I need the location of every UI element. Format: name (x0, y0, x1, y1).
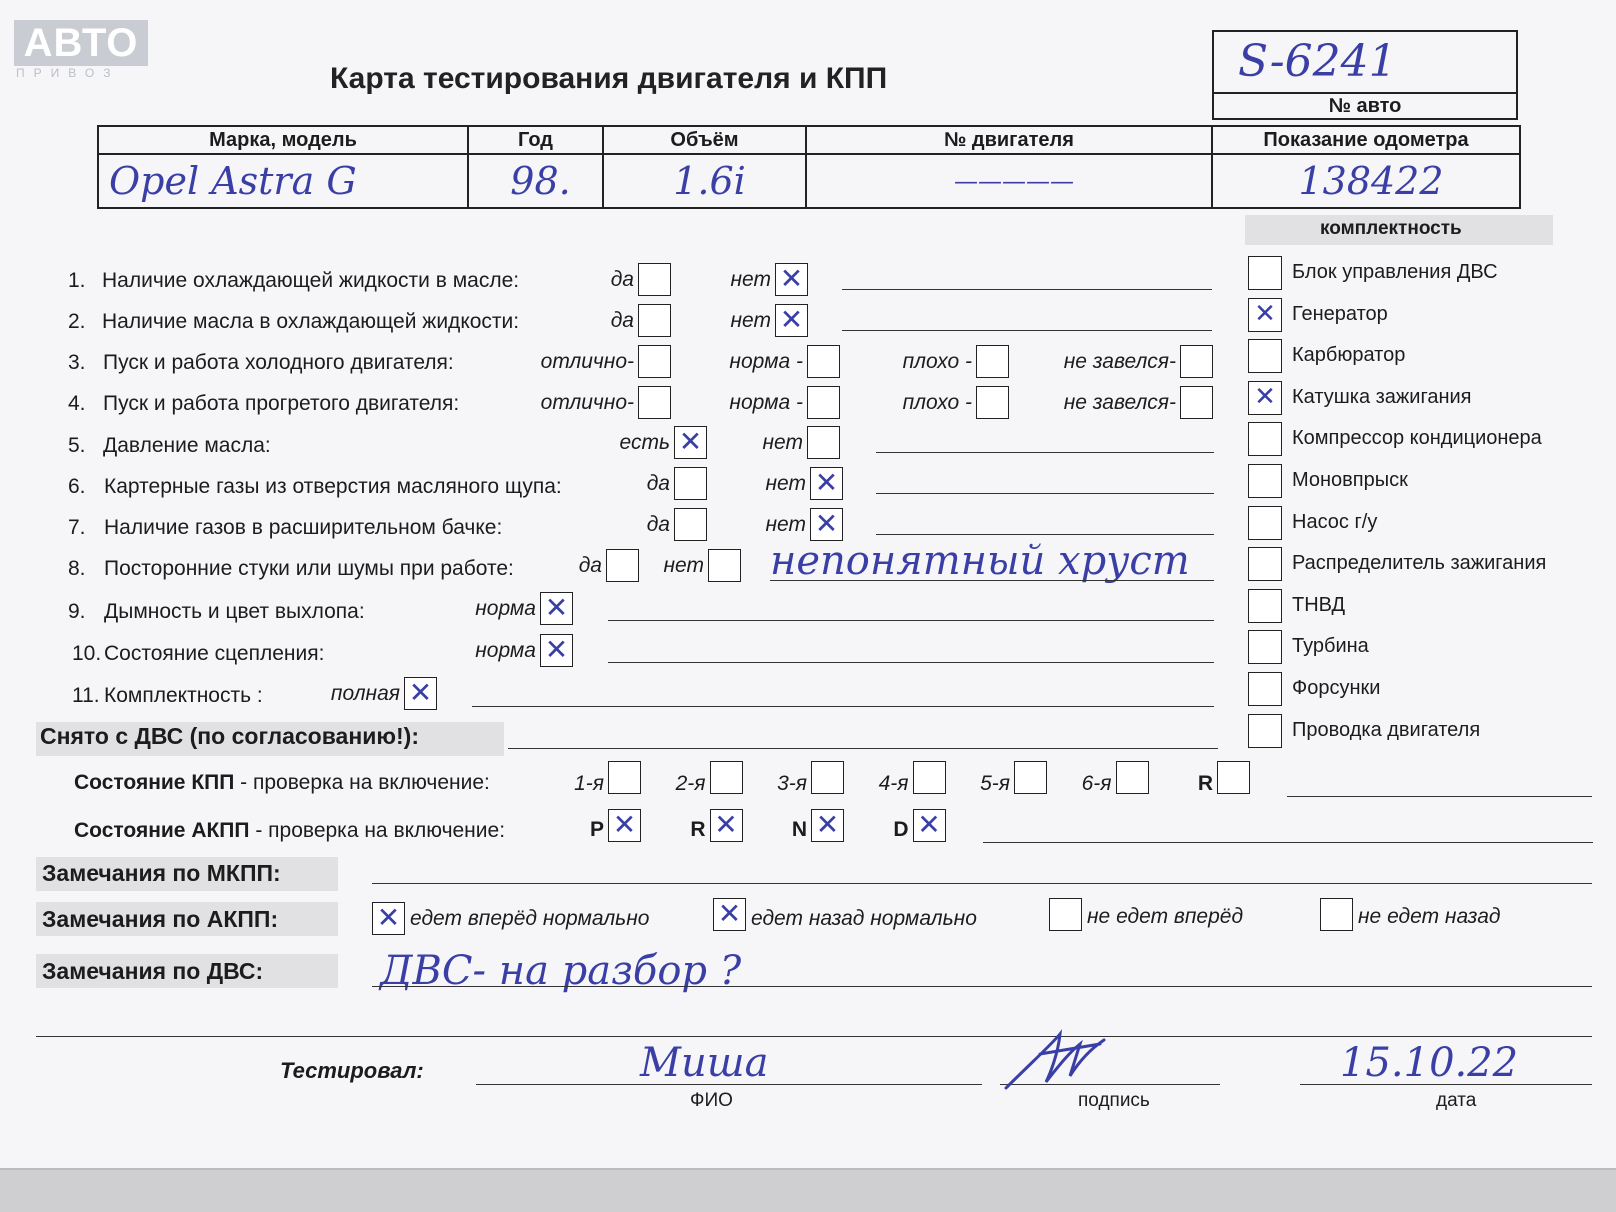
brand-logo: АВТО (14, 20, 148, 66)
option-checkbox[interactable]: ✕ (540, 634, 573, 667)
option-label: норма (475, 639, 536, 662)
remarks-dvs-line (372, 986, 1592, 987)
option-checkbox[interactable] (1180, 345, 1213, 378)
option-checkbox[interactable] (638, 345, 671, 378)
remarks-akpp-label: Замечания по АКПП: (42, 906, 279, 932)
kompl-checkbox[interactable] (1248, 339, 1282, 373)
kompl-checkbox[interactable] (1248, 422, 1282, 456)
date-value: 15.10.22 (1340, 1040, 1519, 1086)
kpp-gear-checkbox[interactable] (1014, 761, 1047, 794)
option-checkbox[interactable]: ✕ (540, 592, 573, 625)
kpp-label (74, 771, 490, 795)
option-label: нет (663, 554, 704, 577)
signature-image (1000, 1024, 1110, 1094)
akpp-gear-checkbox[interactable]: ✕ (913, 809, 946, 842)
kompl-label: Карбюратор (1292, 344, 1406, 367)
kompl-label: Компрессор кондиционера (1292, 427, 1542, 450)
option-label: нет (762, 431, 803, 454)
kpp-gear-label: 5-я (980, 772, 1010, 795)
answer-line (842, 289, 1212, 290)
option-label: да (610, 309, 634, 332)
item-number: 3. (68, 351, 86, 374)
kompl-label: Турбина (1292, 635, 1369, 658)
option-label: есть (619, 431, 670, 454)
option-checkbox[interactable] (708, 549, 741, 582)
item-number: 8. (68, 557, 86, 580)
option-checkbox[interactable] (976, 386, 1009, 419)
kpp-gear-checkbox[interactable] (608, 761, 641, 794)
option-checkbox[interactable]: ✕ (775, 263, 808, 296)
answer-line (770, 580, 1214, 581)
option-label: отлично- (540, 350, 634, 373)
remarks-mkpp-label: Замечания по МКПП: (42, 860, 281, 886)
item-label: Наличие масла в охлаждающей жидкости: (102, 310, 520, 333)
vehicle-info-table (97, 125, 1521, 209)
option-label: норма (475, 597, 536, 620)
akpp-no-back-label: не едет назад (1358, 905, 1501, 928)
akpp-forward-ok-label: едет вперёд нормально (410, 907, 650, 930)
option-label: норма - (729, 391, 803, 414)
kpp-gear-checkbox[interactable] (1217, 761, 1250, 794)
akpp-gear-checkbox[interactable]: ✕ (608, 809, 641, 842)
kompl-checkbox[interactable] (1248, 506, 1282, 540)
item-label: Картерные газы из отверстия масляного щупа: (104, 475, 562, 498)
option-checkbox[interactable]: ✕ (674, 426, 707, 459)
option-label: не завелся- (1063, 350, 1176, 373)
volume-value: 1.6i (603, 154, 806, 208)
kompl-label: Моновпрыск (1292, 469, 1408, 491)
item-label: Давление масла: (103, 434, 271, 457)
engine-number-value: ————— (806, 154, 1212, 208)
kompl-label: Генератор (1292, 302, 1388, 325)
remarks-extra-line (36, 1036, 1592, 1037)
option-label: да (578, 554, 602, 577)
option-checkbox[interactable]: ✕ (810, 508, 843, 541)
odometer-value: 138422 (1212, 154, 1520, 208)
option-label: плохо - (902, 391, 972, 414)
date-caption: дата (1436, 1090, 1477, 1111)
option-label: нет (765, 472, 806, 495)
kpp-gear-checkbox[interactable] (1116, 761, 1149, 794)
akpp-gear-checkbox[interactable]: ✕ (811, 809, 844, 842)
answer-line (876, 452, 1214, 453)
akpp-no-forward-label: не едет вперёд (1087, 905, 1244, 928)
remarks-dvs-note: ДВС- на разбор ? (380, 948, 742, 994)
option-label: полная (330, 682, 400, 705)
kompl-checkbox[interactable]: ✕ (1248, 298, 1282, 332)
option-label: не завелся- (1063, 391, 1176, 414)
kompl-label: Блок управления ДВС (1292, 261, 1498, 283)
akpp-label (74, 819, 505, 843)
year-value: 98. (468, 154, 603, 208)
option-checkbox[interactable] (606, 549, 639, 582)
kompl-title: комплектность (1320, 218, 1462, 239)
akpp-back-ok-checkbox[interactable]: ✕ (713, 898, 746, 931)
kpp-gear-label: 2-я (675, 772, 706, 795)
kpp-line (1287, 796, 1592, 797)
kompl-checkbox[interactable]: ✕ (1248, 381, 1282, 415)
item-number: 2. (68, 310, 86, 333)
kpp-gear-label: 1-я (574, 772, 604, 795)
kpp-gear-checkbox[interactable] (811, 761, 844, 794)
option-checkbox[interactable] (638, 386, 671, 419)
col-engine-number: № двигателя (806, 126, 1212, 154)
option-label: да (646, 513, 670, 536)
col-odometer: Показание одометра (1212, 126, 1520, 154)
kompl-label: Насос г/у (1292, 510, 1378, 533)
kpp-gear-label: 4-я (878, 772, 909, 795)
akpp-label-bold: Состояние АКПП (74, 819, 250, 842)
kpp-gear-label: R (1197, 772, 1213, 795)
akpp-no-back-checkbox[interactable] (1320, 898, 1353, 931)
item-number: 10. (72, 642, 102, 665)
option-checkbox[interactable] (674, 467, 707, 500)
option-label: нет (730, 309, 771, 332)
option-checkbox[interactable] (638, 304, 671, 337)
answer-line (608, 620, 1214, 621)
kpp-label-bold: Состояние КПП (74, 771, 235, 794)
kpp-label-rest: - проверка на включение: (234, 771, 490, 794)
kpp-gear-label: 6-я (1081, 772, 1112, 795)
item-number: 6. (68, 475, 86, 498)
option-checkbox[interactable]: ✕ (404, 677, 437, 710)
item-label: Комплектность : (104, 684, 263, 707)
answer-line (876, 534, 1214, 535)
item-number: 1. (68, 269, 86, 292)
option-label: плохо - (902, 350, 972, 373)
option-checkbox[interactable]: ✕ (810, 467, 843, 500)
kpp-gear-label: 3-я (777, 772, 807, 795)
kompl-label: Форсунки (1292, 677, 1381, 699)
auto-number-divider (1212, 92, 1518, 94)
option-checkbox[interactable] (807, 426, 840, 459)
kpp-gear-checkbox[interactable] (913, 761, 946, 794)
option-label: нет (730, 268, 771, 291)
fio-caption: ФИО (690, 1090, 733, 1111)
answer-line (608, 662, 1214, 663)
option-label: нет (765, 513, 806, 536)
akpp-back-ok-label: едет назад нормально (751, 907, 977, 930)
auto-number-value: S-6241 (1238, 36, 1397, 87)
item-number: 4. (68, 392, 86, 415)
option-checkbox[interactable]: ✕ (775, 304, 808, 337)
snyato-label: Снято с ДВС (по согласованию!): (40, 723, 419, 749)
akpp-label-rest: - проверка на включение: (249, 819, 506, 842)
kompl-checkbox[interactable] (1248, 464, 1282, 498)
item8-note: непонятный хруст (770, 538, 1190, 584)
remarks-dvs-label: Замечания по ДВС: (42, 958, 264, 984)
remarks-mkpp-line (372, 883, 1592, 884)
kompl-checkbox[interactable] (1248, 256, 1282, 290)
tested-label: Тестировал: (280, 1058, 424, 1083)
option-checkbox[interactable] (674, 508, 707, 541)
option-checkbox[interactable] (638, 263, 671, 296)
akpp-gear-label: P (589, 818, 604, 841)
akpp-gear-label: N (791, 818, 807, 841)
answer-line (842, 330, 1212, 331)
auto-number-label: № авто (1328, 95, 1402, 117)
answer-line (472, 706, 1214, 707)
col-make-model: Марка, модель (98, 126, 468, 154)
kompl-label: Катушка зажигания (1292, 385, 1472, 408)
option-checkbox[interactable] (807, 345, 840, 378)
option-checkbox[interactable] (807, 386, 840, 419)
option-checkbox[interactable] (976, 345, 1009, 378)
item-label: Наличие охлаждающей жидкости в масле: (102, 269, 520, 292)
item-number: 7. (68, 516, 86, 539)
col-year: Год (468, 126, 603, 154)
kompl-checkbox[interactable] (1248, 589, 1282, 623)
item-label: Пуск и работа прогретого двигателя: (103, 392, 460, 415)
item-number: 11. (72, 684, 100, 707)
answer-line (876, 493, 1214, 494)
kompl-checkbox[interactable] (1248, 714, 1282, 748)
item-label: Наличие газов в расширительном бачке: (104, 516, 503, 539)
kompl-label: Проводка двигателя (1292, 718, 1481, 741)
item-label: Дымность и цвет выхлопа: (104, 600, 365, 623)
option-label: да (610, 268, 634, 291)
kompl-checkbox[interactable] (1248, 672, 1282, 706)
signature-caption: подпись (1078, 1090, 1150, 1111)
option-label: да (646, 472, 670, 495)
item-label: Посторонние стуки или шумы при работе: (104, 557, 514, 580)
akpp-gear-label: R (690, 818, 706, 841)
option-label: отлично- (540, 391, 634, 414)
kpp-gear-checkbox[interactable] (710, 761, 743, 794)
akpp-gear-checkbox[interactable]: ✕ (710, 809, 743, 842)
page-title: Карта тестирования двигателя и КПП (330, 62, 888, 95)
akpp-gear-label: D (893, 818, 909, 841)
make-model-value: Opel Astra G (98, 154, 468, 208)
item-label: Пуск и работа холодного двигателя: (103, 351, 454, 374)
kompl-label: ТНВД (1292, 593, 1346, 616)
akpp-line (983, 842, 1593, 843)
snyato-line (508, 748, 1218, 749)
option-label: норма - (729, 350, 803, 373)
brand-subtitle: ПРИВОЗ (16, 66, 120, 80)
item-number: 9. (68, 600, 86, 623)
item-label: Состояние сцепления: (104, 642, 325, 665)
kompl-checkbox[interactable] (1248, 547, 1282, 581)
col-volume: Объём (603, 126, 806, 154)
kompl-checkbox[interactable] (1248, 630, 1282, 664)
fio-value: Миша (640, 1040, 769, 1086)
akpp-no-forward-checkbox[interactable] (1049, 898, 1082, 931)
akpp-forward-ok-checkbox[interactable]: ✕ (372, 902, 405, 935)
kompl-label: Распределитель зажигания (1292, 552, 1547, 575)
option-checkbox[interactable] (1180, 386, 1213, 419)
item-number: 5. (68, 434, 86, 457)
